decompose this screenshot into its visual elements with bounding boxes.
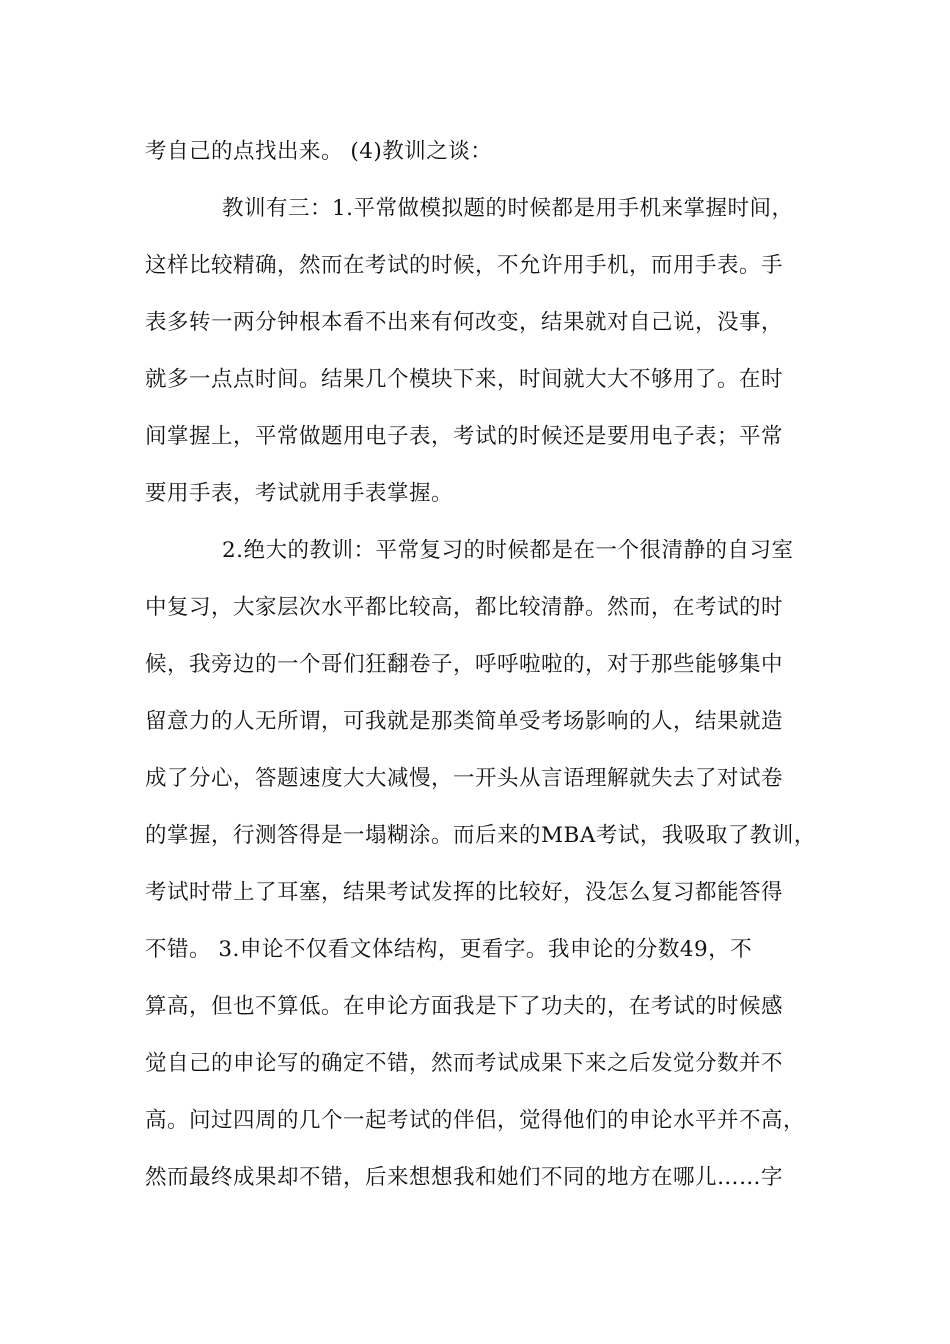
- paragraph-line-9: 中复习，大家层次水平都比较高，都比较清静。然而，在考试的时: [145, 595, 784, 620]
- paragraph-line-16: 算高，但也不算低。在申论方面我是下了功夫的，在考试的时候感: [145, 994, 784, 1019]
- paragraph-line-12: 成了分心，答题速度大大减慢，一开头从言语理解就失去了对试卷: [145, 766, 784, 791]
- paragraph-line-1: 考自己的点找出来。 (4)教训之谈：: [145, 139, 493, 164]
- paragraph-line-2: 教训有三：1.平常做模拟题的时候都是用手机来掌握时间，: [222, 196, 794, 221]
- paragraph-line-4: 表多转一两分钟根本看不出来有何改变，结果就对自己说，没事，: [145, 310, 784, 335]
- paragraph-line-7: 要用手表，考试就用手表掌握。: [145, 481, 454, 506]
- paragraph-line-3: 这样比较精确，然而在考试的时候，不允许用手机，而用手表。手: [145, 253, 784, 278]
- paragraph-line-14: 考试时带上了耳塞，结果考试发挥的比较好，没怎么复习都能答得: [145, 880, 784, 905]
- paragraph-line-6: 间掌握上，平常做题用电子表，考试的时候还是要用电子表；平常: [145, 424, 784, 449]
- paragraph-line-10: 候，我旁边的一个哥们狂翻卷子，呼呼啦啦的，对于那些能够集中: [145, 652, 784, 677]
- paragraph-line-17: 觉自己的申论写的确定不错，然而考试成果下来之后发觉分数并不: [145, 1051, 784, 1076]
- paragraph-line-5: 就多一点点时间。结果几个模块下来，时间就大大不够用了。在时: [145, 367, 784, 392]
- paragraph-line-18: 高。问过四周的几个一起考试的伴侣，觉得他们的申论水平并不高，: [145, 1108, 806, 1133]
- paragraph-line-8: 2.绝大的教训：平常复习的时候都是在一个很清静的自习室: [222, 538, 794, 563]
- paragraph-line-15: 不错。 3.申论不仅看文体结构，更看字。我申论的分数49，不: [145, 937, 753, 962]
- paragraph-line-13: 的掌握，行测答得是一塌糊涂。而后来的MBA考试，我吸取了教训，: [145, 823, 816, 848]
- paragraph-line-19: 然而最终成果却不错，后来想想我和她们不同的地方在哪儿……字: [145, 1165, 784, 1190]
- paragraph-line-11: 留意力的人无所谓，可我就是那类简单受考场影响的人，结果就造: [145, 709, 784, 734]
